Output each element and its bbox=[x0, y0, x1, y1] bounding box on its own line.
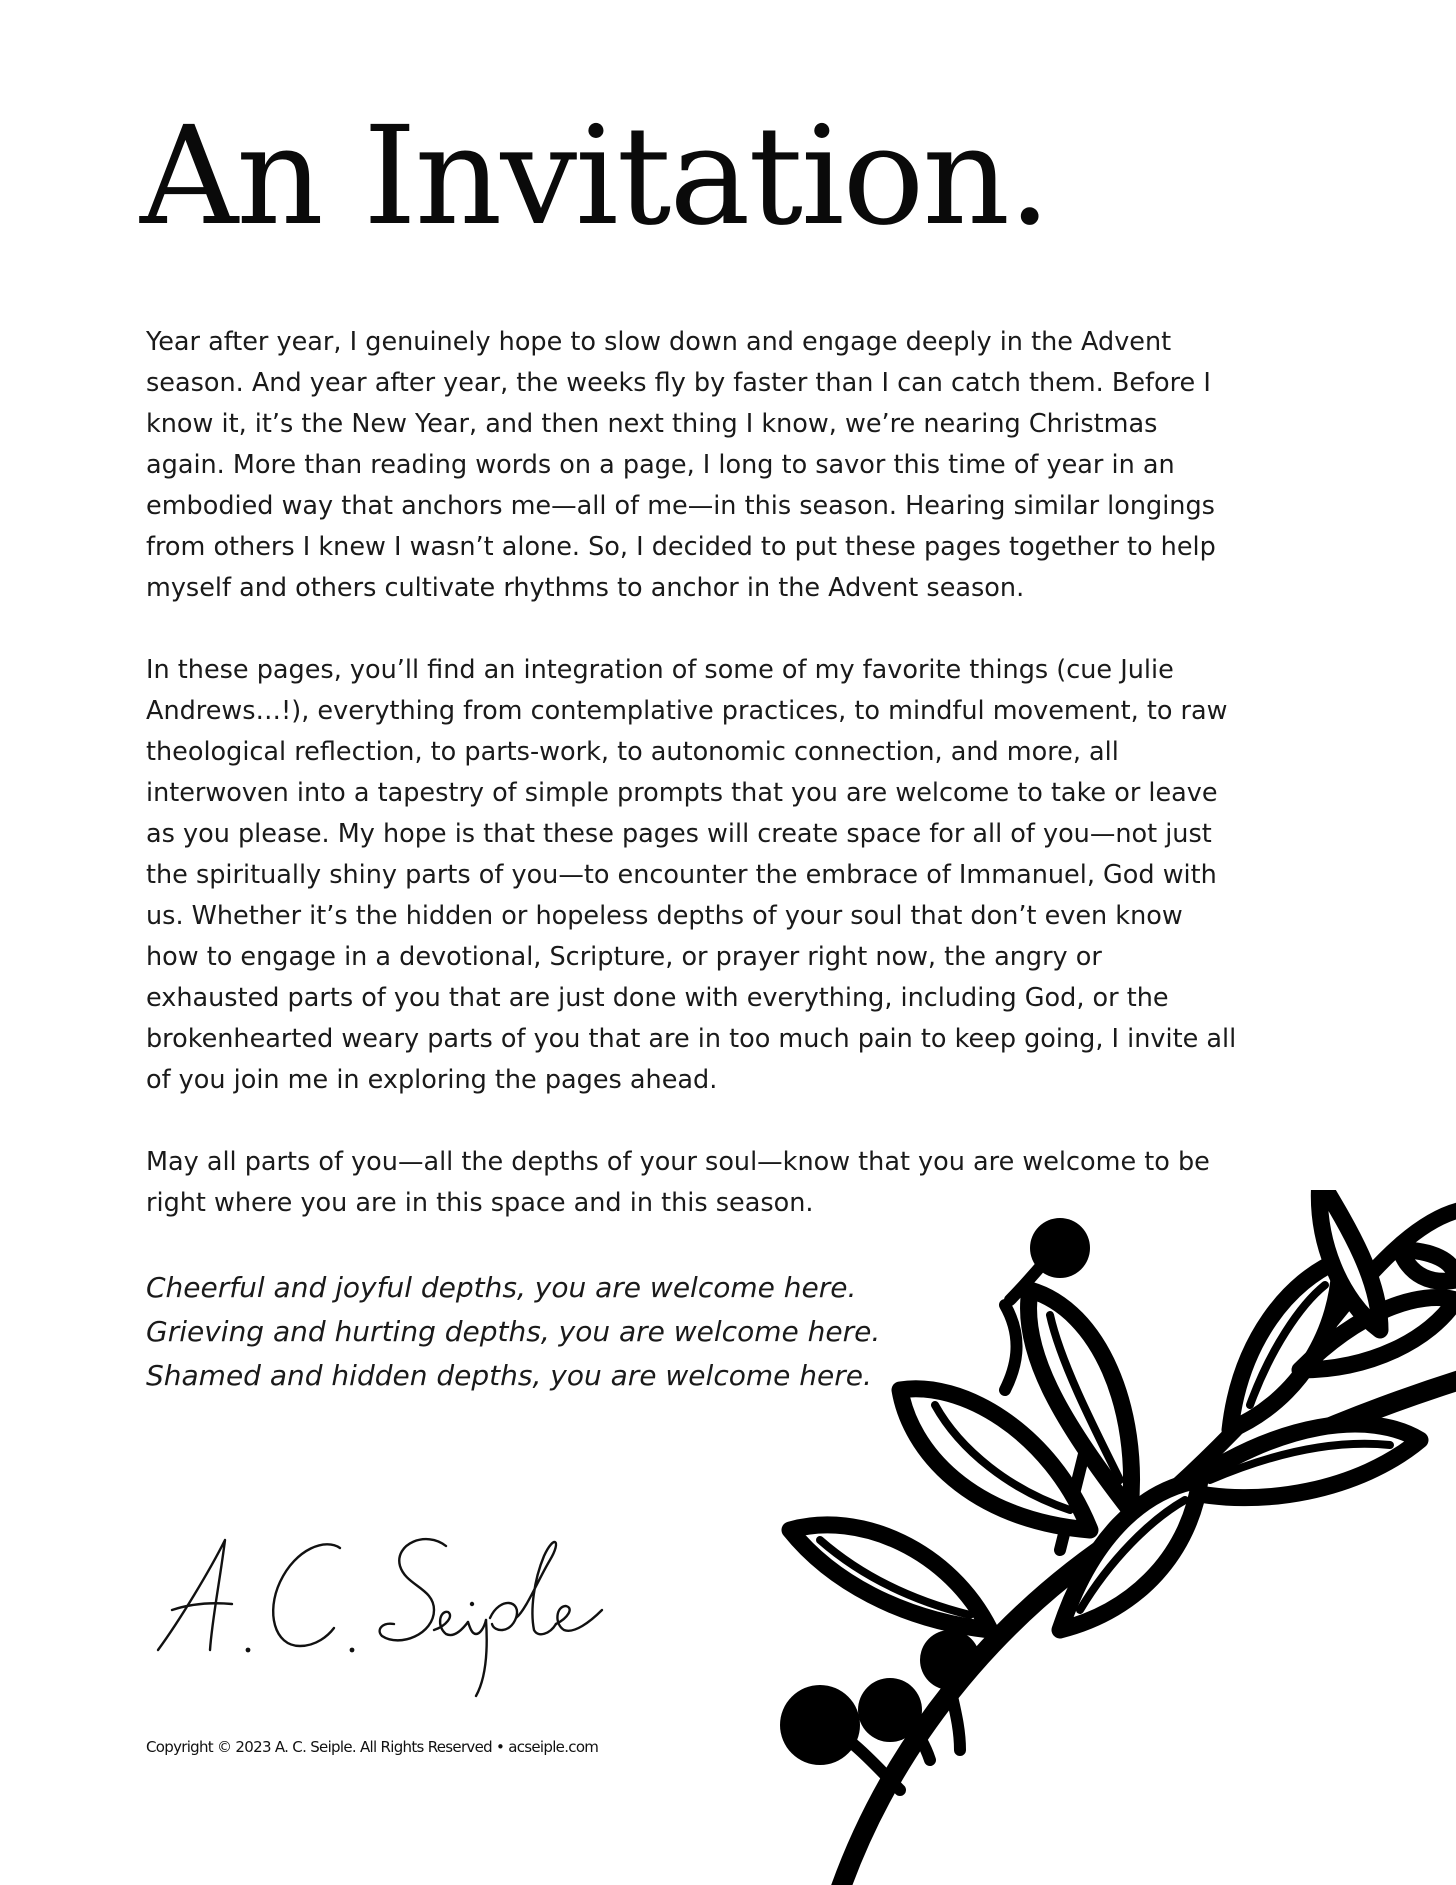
paragraph-line: right where you are in this space and in this season. bbox=[146, 1188, 814, 1218]
paragraph-line: of you join me in exploring the pages ahead. bbox=[146, 1065, 718, 1095]
welcome-line: Shamed and hidden depths, you are welcome here. bbox=[146, 1359, 872, 1392]
paragraph-line: myself and others cultivate rhythms to anchor in the Advent season. bbox=[146, 573, 1025, 603]
paragraph-line: season. And year after year, the weeks fly by faster than I can catch them. Before I bbox=[146, 368, 1211, 398]
paragraph-line: exhausted parts of you that are just done with everything, including God, or the bbox=[146, 983, 1169, 1013]
welcome-line: Grieving and hurting depths, you are welcome here. bbox=[146, 1315, 881, 1348]
paragraph-line: again. More than reading words on a page, I long to savor this time of year in an bbox=[146, 450, 1175, 480]
paragraph-line: from others I knew I wasn’t alone. So, I decided to put these pages together to help bbox=[146, 532, 1216, 562]
paragraph-line: as you please. My hope is that these pages will create space for all of you—not just bbox=[146, 819, 1212, 849]
paragraph-line: brokenhearted weary parts of you that are in too much pain to keep going, I invite all bbox=[146, 1024, 1237, 1054]
paragraph-line: how to engage in a devotional, Scripture, or prayer right now, the angry or bbox=[146, 942, 1102, 972]
paragraph-line: Year after year, I genuinely hope to slow down and engage deeply in the Advent bbox=[146, 327, 1172, 357]
paragraph-line: the spiritually shiny parts of you—to encounter the embrace of Immanuel, God with bbox=[146, 860, 1217, 890]
paragraph-line: embodied way that anchors me—all of me—in this season. Hearing similar longings bbox=[146, 491, 1215, 521]
copyright-notice: Copyright © 2023 A. C. Seiple. All Rights Reserved • acseiple.com bbox=[146, 1738, 599, 1756]
paragraph-line: May all parts of you—all the depths of your soul—know that you are welcome to be bbox=[146, 1147, 1210, 1177]
leaf-sprig-illustration bbox=[760, 1190, 1456, 1885]
paragraph-line: us. Whether it’s the hidden or hopeless depths of your soul that don’t even know bbox=[146, 901, 1183, 931]
paragraph-line: theological reflection, to parts-work, to autonomic connection, and more, all bbox=[146, 737, 1119, 767]
paragraph-line: interwoven into a tapestry of simple prompts that you are welcome to take or leave bbox=[146, 778, 1218, 808]
page-title: An Invitation. bbox=[140, 98, 1050, 256]
intro-paragraph bbox=[146, 322, 1246, 609]
integration-paragraph bbox=[146, 650, 1246, 1101]
paragraph-line: know it, it’s the New Year, and then next thing I know, we’re nearing Christmas bbox=[146, 409, 1158, 439]
welcome-line: Cheerful and joyful depths, you are welcome here. bbox=[146, 1271, 857, 1304]
paragraph-line: Andrews…!), everything from contemplative practices, to mindful movement, to raw bbox=[146, 696, 1228, 726]
paragraph-line: In these pages, you’ll find an integration of some of my favorite things (cue Julie bbox=[146, 655, 1174, 685]
signature bbox=[150, 1500, 630, 1700]
